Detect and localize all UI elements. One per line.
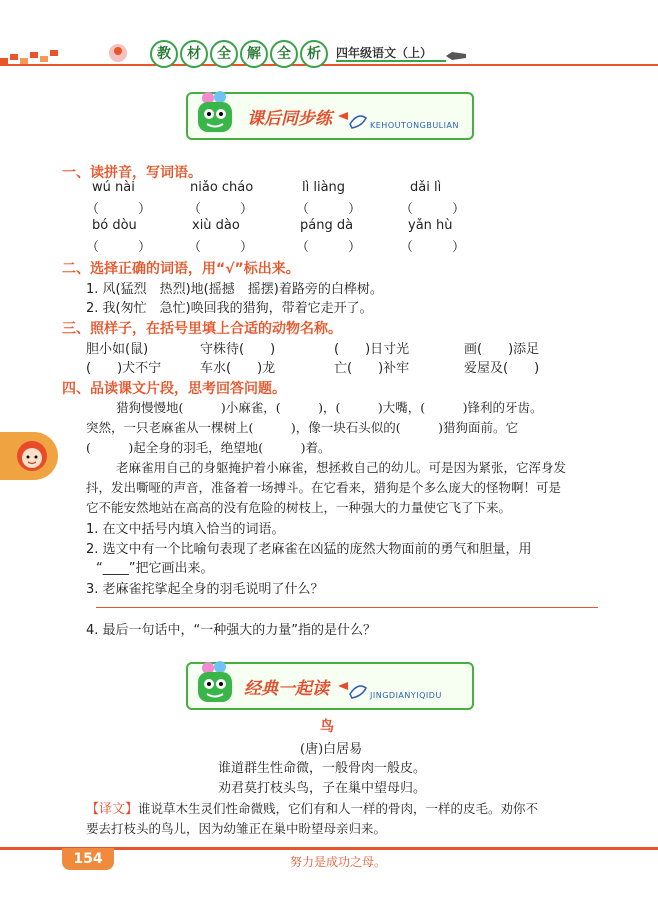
header-title-char: 材 (180, 40, 208, 68)
answer-blank[interactable]: （ ） (400, 240, 466, 255)
section2-heading: 二、选择正确的词语，用“√”标出来。 (62, 261, 300, 277)
banner-practice-pinyin: KEHOUTONGBULIAN (370, 121, 459, 130)
banner-classic-pinyin: JINGDIANYIQIDU (370, 691, 442, 700)
header-title-char: 解 (240, 40, 268, 68)
header-title-char: 全 (210, 40, 238, 68)
idiom-item: ( )日寸光 (334, 342, 410, 357)
page-number: 154 (73, 851, 103, 867)
idiom-item: 爱屋及( ) (464, 361, 540, 376)
idiom-item: 守株待( ) (200, 342, 276, 357)
poem-title: 鸟 (320, 719, 334, 735)
question-item: “____”把它画出来。 (96, 561, 214, 576)
idiom-item: 亡( )补牢 (334, 361, 410, 376)
pen-icon (446, 52, 466, 60)
pinyin: yǎn hù (408, 218, 453, 233)
girl-avatar-icon (14, 438, 50, 474)
header-rule (0, 64, 658, 66)
question-item: 4. 最后一句话中，“一种强大的力量”指的是什么？ (86, 623, 377, 638)
mascot-icon (190, 88, 240, 138)
grade-underline (336, 60, 446, 62)
answer-blank[interactable]: （ ） (86, 240, 152, 255)
banner-classic-title: 经典一起读 (244, 679, 329, 699)
section4-heading: 四、品读课文片段，思考回答问题。 (62, 381, 286, 397)
idiom-item: ( )犬不宁 (86, 361, 162, 376)
grade-label: 四年级语文（上） (336, 46, 433, 60)
footer-motto: 努力是成功之母。 (290, 855, 387, 869)
pinyin: bó dòu (92, 218, 137, 233)
header-title-char: 析 (300, 40, 328, 68)
question-item: 3. 老麻雀挓挲起全身的羽毛说明了什么？ (86, 582, 324, 597)
idiom-item: 车水( )龙 (200, 361, 276, 376)
answer-blank[interactable]: （ ） (296, 202, 362, 217)
hand-pointer-icon (338, 110, 368, 130)
passage-line: 它不能安然地站在高高的没有危险的树枝上，一种强大的力量使它飞了下来。 (86, 500, 512, 515)
poem-line: 劝君莫打枝头鸟，子在巢中望母归。 (218, 781, 427, 796)
passage-line: ( )起全身的羽毛，绝望地( )着。 (86, 440, 331, 455)
idiom-item: 胆小如(鼠) (86, 342, 149, 357)
pinyin: lì liàng (302, 180, 346, 195)
passage-line: 老麻雀用自己的身躯掩护着小麻雀，想拯救自己的幼儿。可是因为紧张，它浑身发 (116, 460, 567, 475)
question-item: 1. 在文中括号内填入恰当的词语。 (86, 522, 285, 537)
section1-heading: 一、读拼音，写词语。 (62, 165, 202, 181)
header-title-char: 教 (150, 40, 178, 68)
idiom-item: 画( )添足 (464, 342, 540, 357)
answer-line[interactable] (96, 607, 598, 608)
answer-blank[interactable]: （ ） (188, 240, 254, 255)
pinyin: páng dà (300, 218, 354, 233)
section3-heading: 三、照样子，在括号里填上合适的动物名称。 (62, 321, 342, 337)
mascot-icon (190, 658, 240, 708)
question-item: 2. 我(匆忙 急忙)唤回我的猎狗，带着它走开了。 (86, 301, 373, 316)
translation-line: 要去打枝头的鸟儿，因为幼雏正在巢中盼望母亲归来。 (86, 821, 387, 836)
translation-line: 谁说草木生灵们性命微贱，它们有和人一样的骨肉，一样的皮毛。劝你不 (138, 801, 539, 816)
pinyin: niǎo cháo (190, 180, 254, 195)
answer-blank[interactable]: （ ） (188, 202, 254, 217)
banner-practice-title: 课后同步练 (247, 109, 332, 129)
poem-line: 谁道群生性命微，一般骨肉一般皮。 (218, 761, 427, 776)
question-item: 2. 选文中有一个比喻句表现了老麻雀在凶猛的庞然大物面前的勇气和胆量，用 (86, 542, 532, 557)
passage-line: 猎狗慢慢地( )小麻雀，( )，( )大嘴，( )锋利的牙齿。 (116, 400, 543, 415)
hand-pointer-icon (338, 680, 368, 700)
question-item: 1. 风(猛烈 热烈)地(摇撼 摇摆)着路旁的白桦树。 (86, 282, 383, 297)
poem-author: (唐)白居易 (300, 742, 363, 757)
passage-line: 突然，一只老麻雀从一棵树上( )，像一块石头似的( )猎狗面前。它 (86, 420, 519, 435)
header-decoration (0, 42, 130, 64)
answer-blank[interactable]: （ ） (296, 240, 362, 255)
answer-blank[interactable]: （ ） (86, 202, 152, 217)
translation-label: 【译文】 (86, 802, 139, 817)
header-title-char: 全 (270, 40, 298, 68)
answer-blank[interactable]: （ ） (400, 202, 466, 217)
passage-line: 抖，发出嘶哑的声音，准备着一场搏斗。在它看来，猎狗是个多么庞大的怪物啊！可是 (86, 480, 562, 495)
pinyin: wú nài (92, 180, 135, 195)
pinyin: xiù dào (192, 218, 240, 233)
pinyin: dǎi lì (410, 180, 442, 195)
